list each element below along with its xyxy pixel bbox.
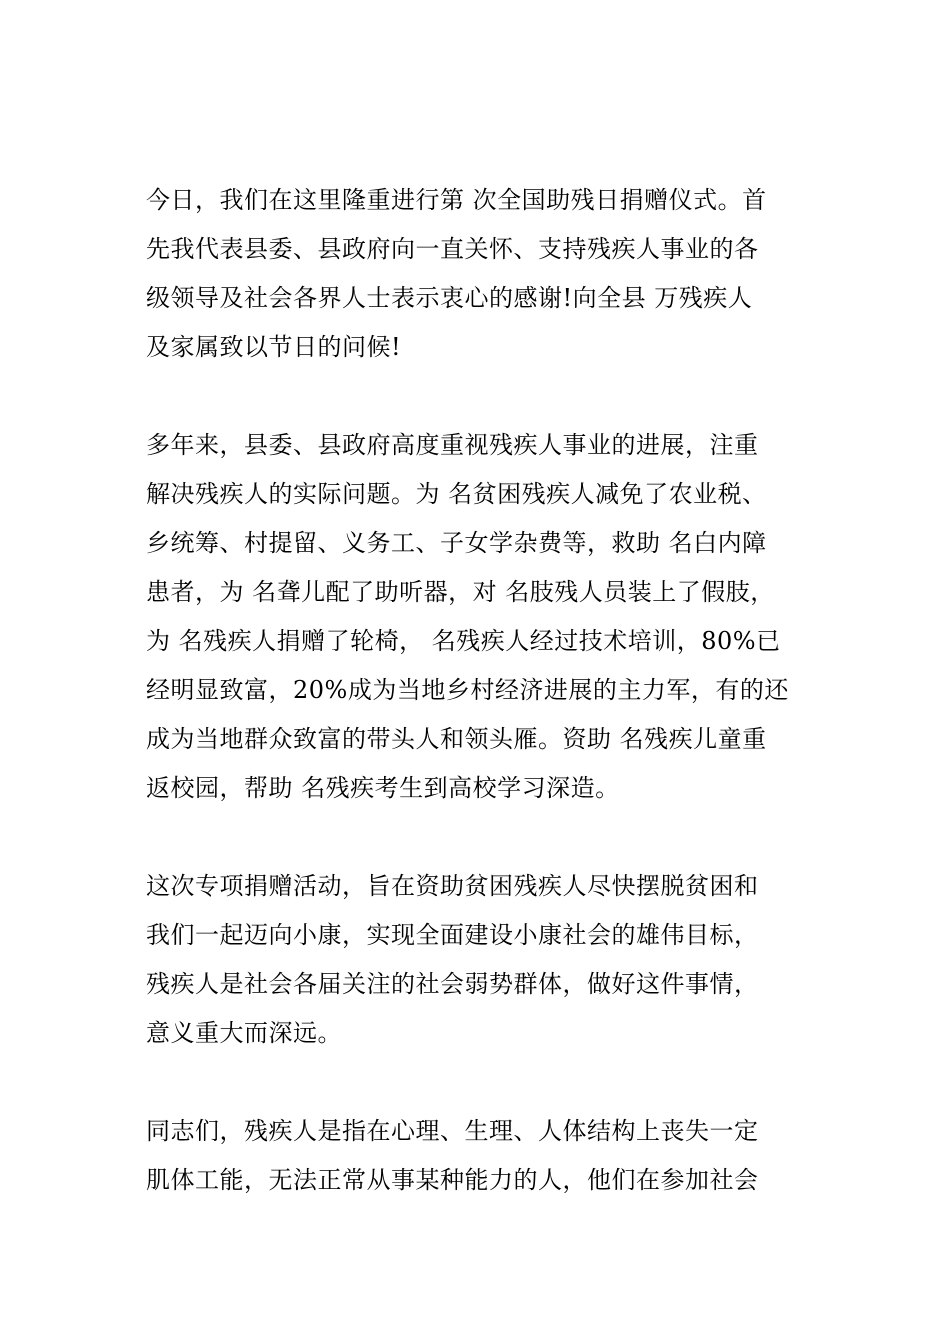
- text-line: 成为当地群众致富的带头人和领头雁。资助 名残疾儿童重: [146, 725, 767, 753]
- text-line: 为 名残疾人捐赠了轮椅， 名残疾人经过技术培训，80%已: [146, 627, 781, 655]
- text-line: 多年来，县委、县政府高度重视残疾人事业的进展，注重: [146, 431, 759, 459]
- text-line: 先我代表县委、县政府向一直关怀、支持残疾人事业的各: [146, 235, 759, 263]
- text-line: 今日，我们在这里隆重进行第 次全国助残日捐赠仪式。首: [146, 186, 767, 214]
- text-line: 解决残疾人的实际问题。为 名贫困残疾人减免了农业税、: [146, 480, 767, 508]
- text-line: 同志们，残疾人是指在心理、生理、人体结构上丧失一定: [146, 1117, 759, 1145]
- text-line: 残疾人是社会各届关注的社会弱势群体，做好这件事情，: [146, 970, 759, 998]
- text-line: 经明显致富，20%成为当地乡村经济进展的主力军，有的还: [146, 676, 789, 704]
- text-line: 意义重大而深远。: [146, 1019, 342, 1047]
- text-line: 级领导及社会各界人士表示衷心的感谢!向全县 万残疾人: [146, 284, 753, 312]
- text-line: 这次专项捐赠活动，旨在资助贫困残疾人尽快摆脱贫困和: [146, 872, 759, 900]
- text-line: 乡统筹、村提留、义务工、子女学杂费等，救助 名白内障: [146, 529, 767, 557]
- paragraph-2: [146, 421, 816, 813]
- text-line: 及家属致以节日的问候!: [146, 333, 402, 361]
- paragraph-4: [146, 1107, 816, 1205]
- text-line: 返校园，帮助 名残疾考生到高校学习深造。: [146, 774, 620, 802]
- paragraph-3: [146, 862, 816, 1058]
- paragraph-1: [146, 176, 816, 372]
- text-line: 肌体工能，无法正常从事某种能力的人，他们在参加社会: [146, 1166, 759, 1194]
- text-line: 我们一起迈向小康，实现全面建设小康社会的雄伟目标，: [146, 921, 759, 949]
- document-body: [146, 176, 816, 1254]
- text-line: 患者，为 名聋儿配了助听器，对 名肢残人员装上了假肢，: [146, 578, 775, 606]
